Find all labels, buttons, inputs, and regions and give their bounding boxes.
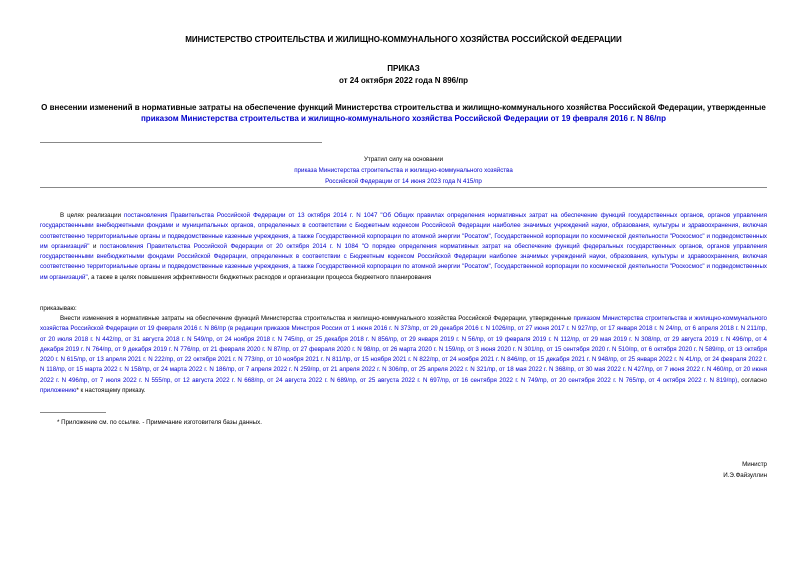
signatory-name: И.Э.Файзуллин <box>723 472 767 479</box>
paragraph-order-word: приказываю: <box>40 305 77 312</box>
preamble-text-b: и <box>89 242 100 250</box>
signatory-position: Министр <box>742 461 767 468</box>
title-order-link[interactable]: приказом Министерства строительства и жилищно-коммунального хозяйства Российской Федерации от 19 февраля 2016 г. N 86/пр <box>140 114 667 123</box>
ministry-heading: МИНИСТЕРСТВО СТРОИТЕЛЬСТВА И ЖИЛИЩНО-КОММУНАЛЬНОГО ХОЗЯЙСТВА РОССИЙСКОЙ ФЕДЕРАЦИИ <box>185 35 622 44</box>
decree-1047-link[interactable]: постановления Правительства Российской Федерации от 13 октября 2014 г. N 1047 "Об Общих правилах определения нормативных затрат на обеспечение функций государственных органов, органов управления государственными внебюджетными фондами и муниципальных органов, определенных в соответствии с Бюджетным кодексом Российской Федерации наиболее значимых учреждений науки, образования, культуры и здравоохранения, включая соответственно территориальные органы и подведомственные казенные учреждения, а также Государственной корпорации по атомной энергии "Росатом", Государственной корпорации по космической деятельности "Роскосмос" и подведомственных им организаций" <box>40 212 767 250</box>
repeal-order-link-line2[interactable]: Российской Федерации от 14 июня 2023 года N 415/пр <box>325 178 482 185</box>
paragraph-preamble <box>40 211 767 283</box>
preamble-text-a: В целях реализации <box>60 212 125 219</box>
order-86-link[interactable]: приказом Министерства строительства и жилищно-коммунального хозяйства Российской Федерации от 19 февраля 2016 г. N 86/пр (в редакции приказов Минстроя России от 1 июня 2016 г. N 373/пр, от 29 декабря 2016 г. N 1026/пр, от 27 июня 2017 г. N 927/пр, от 17 января 2018 г. N 24/пр, от 6 апреля 2018 г. N 211/пр, от 20 июля 2018 г. N 442/пр, от 31 августа 2018 г. N 549/пр, от 24 ноября 2018 г. N 745/пр, от 25 декабря 2018 г. N 856/пр, от 29 января 2019 г. N 56/пр, от 19 февраля 2019 г. N 112/пр, от 29 мая 2019 г. N 308/пр, от 29 августа 2019 г. N 496/пр, от 4 декабря 2019 г. N 764/пр, от 9 декабря 2019 г. N 776/пр, от 21 февраля 2020 г. N 87/пр, от 27 февраля 2020 г. N 98/пр, от 26 марта 2020 г. N 159/пр, от 3 июня 2020 г. N 301/пр, от 15 сентября 2020 г. N 510/пр, от 6 октября 2020 г. N 589/пр, от 13 октября 2020 г. N 615/пр, от 13 апреля 2021 г. N 222/пр, от 22 октября 2021 г. N 773/пр, от 10 ноября 2021 г. N 811/пр, от 15 ноября 2021 г. N 822/пр, от 24 ноября 2021 г. N 846/пр, от 15 декабря 2021 г. N 948/пр, от 25 января 2022 г. N 41/пр, от 24 февраля 2022 г. N 118/пр, от 15 марта 2022 г. N 158/пр, от 24 марта 2022 г. N 186/пр, от 7 апреля 2022 г. N 259/пр, от 21 апреля 2022 г. N 306/пр, от 25 апреля 2022 г. N 321/пр, от 18 мая 2022 г. N 368/пр, от 30 мая 2022 г. N 427/пр, от 7 июня 2022 г. N 460/пр, от 20 июня 2022 г. N 496/пр, от 7 июля 2022 г. N 555/пр, от 12 августа 2022 г. N 668/пр, от 24 августа 2022 г. N 689/пр, от 25 августа 2022 г. N 697/пр, от 16 сентября 2022 г. N 749/пр, от 20 сентября 2022 г. N 765/пр, от 4 октября 2022 г. N 819/пр) <box>40 315 767 384</box>
footnote-rule <box>40 412 106 413</box>
document-date-number: от 24 октября 2022 года N 896/пр <box>338 76 469 85</box>
repeal-notice <box>200 154 607 187</box>
amendment-text-a: Внести изменения в нормативные затраты на обеспечение функций Министерства строительства и жилищно-коммунального хозяйства Российской Федерации, утвержденные <box>60 315 574 322</box>
footnote: * Приложение см. по ссылке. - Примечание изготовителя базы данных. <box>57 419 262 426</box>
notice-top-rule <box>40 142 322 143</box>
document-title <box>40 102 767 124</box>
paragraph-amendment <box>40 314 767 396</box>
amendment-text-c: * к настоящему приказу. <box>76 387 146 395</box>
repeal-order-link-line1[interactable]: приказа Министерства строительства и жилищно-коммунального хозяйства <box>294 167 513 174</box>
repeal-notice-line1: Утратил силу на основании <box>363 156 444 163</box>
document-type: ПРИКАЗ <box>387 64 420 73</box>
decree-1084-link[interactable]: постановления Правительства Российской Федерации от 20 октября 2014 г. N 1084 "О порядке определения нормативных затрат на обеспечение функций федеральных государственных органов, органов управления государственными внебюджетными фондами Российской Федерации, определенных в соответствии с Бюджетным кодексом Российской Федерации наиболее значимых учреждений науки, образования, культуры и здравоохранения, включая соответственно территориальные органы и подведомственные казенные учреждения, а также Государственной корпорации по атомной энергии "Росатом", Государственной корпорации по космической деятельности "Роскосмос" и подведомственных им организаций" <box>40 242 767 281</box>
preamble-text-c: , а также в целях повышения эффективности бюджетных расходов и организации процесса бюджетного планирования <box>87 273 432 281</box>
appendix-link[interactable]: приложению <box>40 387 77 395</box>
amendment-text-b: , согласно <box>737 376 768 384</box>
signature-block <box>723 459 767 481</box>
title-text: О внесении изменений в нормативные затраты на обеспечение функций Министерства строительства и жилищно-коммунального хозяйства Российской Федерации, утвержденные <box>41 103 766 112</box>
notice-bottom-rule <box>40 187 767 188</box>
